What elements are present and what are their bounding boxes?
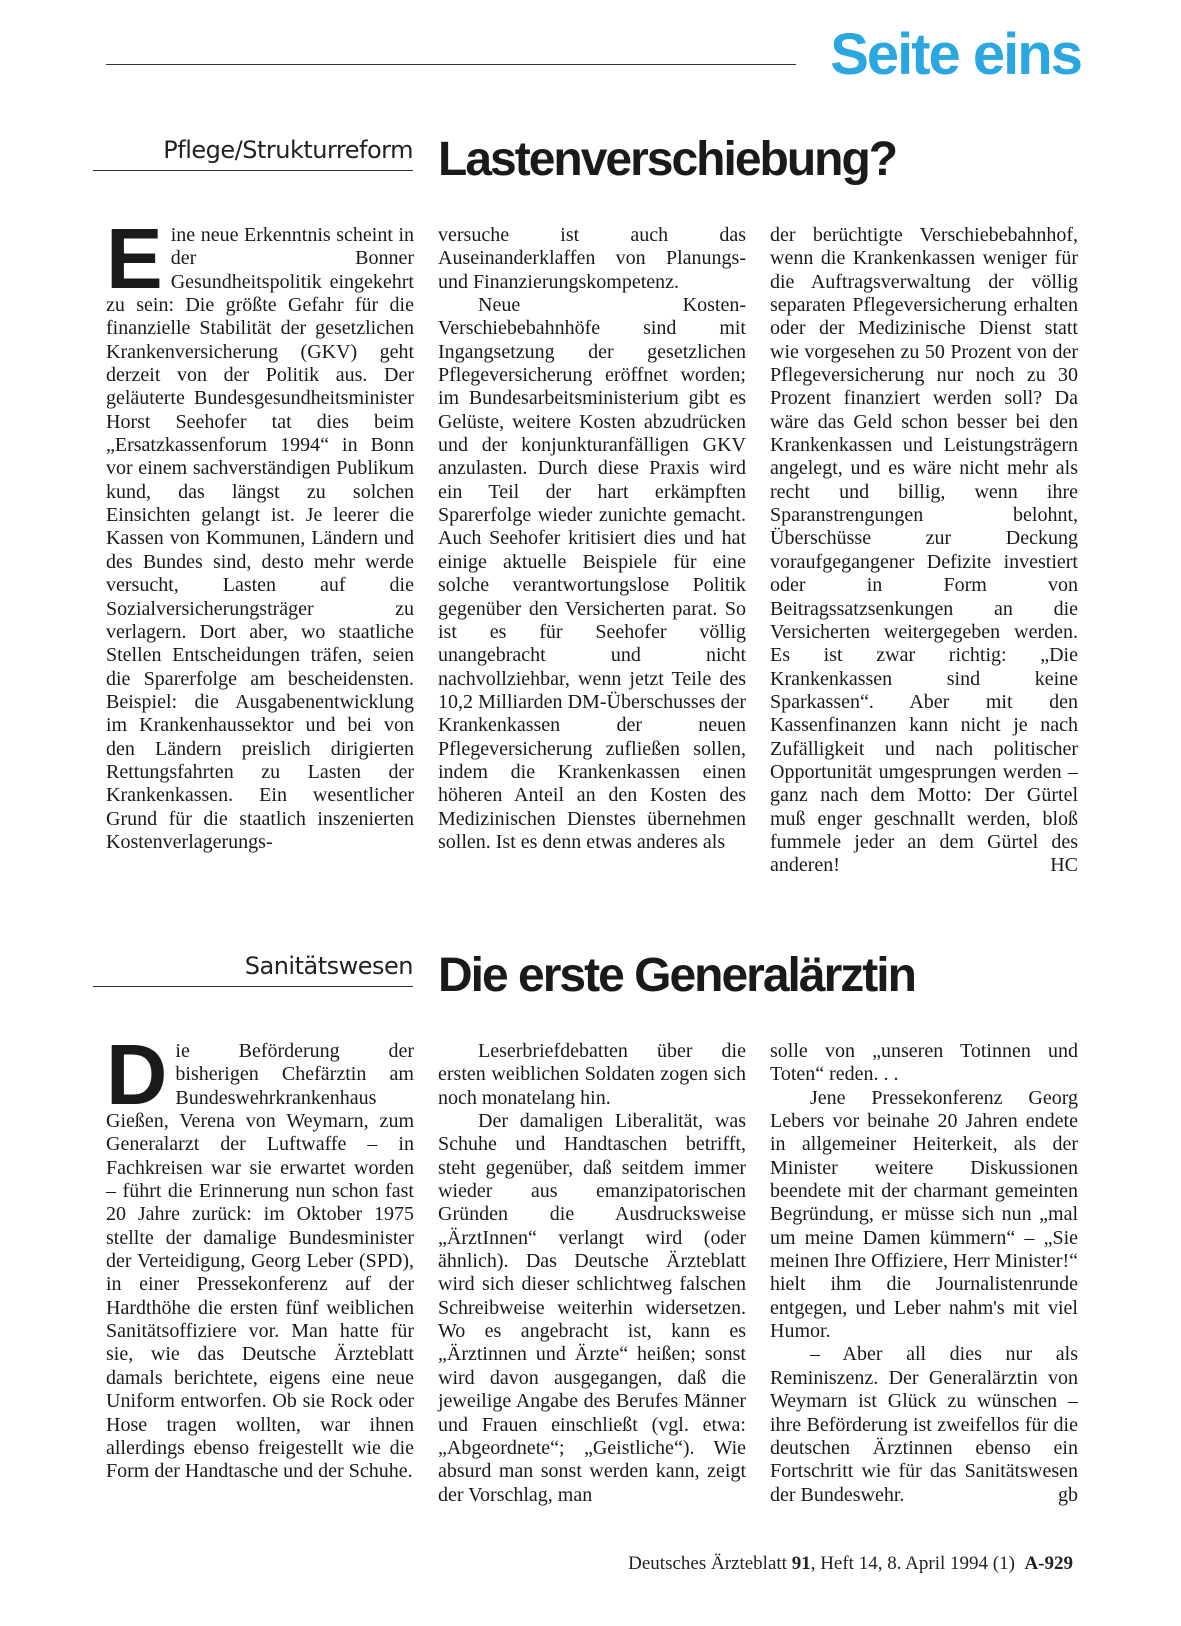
footer-issue: , Heft 14, 8. April 1994 (1) [810,1553,1015,1574]
footer-journal: Deutsches Ärzteblatt [628,1553,787,1574]
article1-col1-text: ine neue Erkenntnis scheint in der Bonner Gesundheitspolitik eingekehrt zu sein: Die größte Gefahr für die finanzielle Stabilität der gesetzlichen Krankenversicherung (GKV) geht derzeit von der Politik aus. Der geläuterte Bundesgesundheitsminister Horst Seehofer tat dies beim „Ersatzkassenforum 1994“ in Bonn vor einem sachverständigen Publikum kund, das längst zu solchen Einsichten gelangt ist. Je leerer die Kassen von Kommunen, Ländern und des Bundes sind, desto mehr werde versucht, Lasten auf die Sozialversicherungsträger zu verlagern. Dort aber, wo staatliche Stellen Entscheidungen träfen, seien die Sparerfolge am bescheidensten. Beispiel: die Ausgabenentwicklung im Krankenhaussektor und bei von den Ländern preislich dirigierten Rettungsfahrten zu Lasten der Krankenkassen. Ein wesentlicher Grund für die staatlich inszenierten Kostenverlagerungs- [106,224,414,853]
article2-col3-p2: Jene Pressekonferenz Georg Lebers vor beinahe 20 Jahren endete in allgemeiner Heiterkeit, als der Minister weitere Diskussionen beendete mit der charmant gemeinten Begründung, er müsse sich nun „mal um meine Damen kümmern“ – „Sie meinen Ihre Offiziere, Herr Minister!“ hielt ihm die Journalistenrunde entgegen, und Leber nahm's mit viel Humor. [770,1086,1078,1343]
article2-column-2 [438,1040,746,1507]
article2-col2-p1: Leserbriefdebatten über die ersten weiblichen Soldaten zogen sich noch monatelang hin. [438,1040,746,1109]
article2-column-3 [770,1040,1078,1507]
signature-hc: HC [1050,854,1078,877]
article1-col2-p2: Neue Kosten-Verschiebebahnhöfe sind mit Ingangsetzung der gesetzlichen Pflegeversicherung eröffnet worden; im Bundesarbeitsministerium gibt es Gelüste, weitere Kosten abzudrücken und der konjunkturanfälligen GKV anzulasten. Durch diese Praxis wird ein Teil der hart erkämpften Sparerfolge wieder zunichte gemacht. Auch Seehofer kritisiert dies und hat einige aktuelle Beispiele für eine solche verantwortungslose Politik gegenüber den Versicherten parat. So ist es für Seehofer völlig unangebracht und nicht nachvollziehbar, wenn jetzt Teile des 10,2 Milliarden DM-Überschusses der Krankenkassen der neuen Pflegeversicherung zufließen sollen, indem die Krankenkassen einen höheren Anteil an den Kosten des Medizinischen Dienstes übernehmen sollen. Ist es denn etwas anderes als [438,294,746,853]
article2-col3-p1: solle von „unseren Totinnen und Toten“ reden. . . [770,1040,1078,1086]
headline-die-erste-generalaerztin: Die erste Generalärztin [438,949,915,1002]
header-rule [106,64,796,65]
article1-col3-text: der berüchtigte Verschiebebahnhof, wenn die Krankenkassen weniger für die Auftragsverwaltung der völlig separaten Pflegeversicherung erhalten oder der Medizinische Dienst statt wie vorgesehen zu 50 Prozent von der Pflegeversicherung nur noch zu 30 Prozent finanziert werden soll? Da wäre das Geld schon besser bei den Krankenkassen und Leistungsträgern angelegt, und es wäre nicht mehr als recht und billig, wenn ihre Sparanstrengungen belohnt, Überschüsse zur Deckung voraufgegangener Defizite investiert oder in Form von Beitragssatzsenkungen an die Versicherten weitergegeben werden. Es ist zwar richtig: „Die Krankenkassen sind keine Sparkassen“. Aber mit den Kassenfinanzen kann nicht je nach Zufälligkeit und nach politischer Opportunität umgesprungen werden – ganz nach dem Motto: Der Gürtel muß enger geschnallt werden, bloß fummele jeder an dem Gürtel des anderen! [770,224,1078,877]
headline-lastenverschiebung: Lastenverschiebung? [438,133,897,186]
dropcap-d: D [106,1028,168,1123]
article1-column-2 [438,224,746,854]
page-title: Seite eins [830,22,1081,87]
footer-volume: 91 [791,1553,811,1574]
article2-col3-p3: – Aber all dies nur als Reminiszenz. Der Generalärztin von Weymarn ist Glück zu wünschen – ihre Beförderung ist zweifellos für die deutschen Ärztinnen ebenso ein Fortschritt wie für das Sanitätswesen der Bundeswehr. [770,1343,1078,1506]
dropcap-e: E [106,212,163,307]
article2-col1-text: ie Beförderung der bisherigen Chefärztin am Bundeswehrkrankenhaus Gießen, Verena von Weymarn, zum Generalarzt der Luftwaffe – in Fachkreisen war sie erwartet worden – führt die Erinnerung nun schon fast 20 Jahre zurück: im Oktober 1975 stellte der damalige Bundesminister der Verteidigung, Georg Leber (SPD), in einer Pressekonferenz auf der Hardthöhe die ersten fünf weiblichen Sanitätsoffiziere vor. Man hatte für sie, wie das Deutsche Ärzteblatt damals berichtete, eigens eine neue Uniform entworfen. Ob sie Rock oder Hose tragen wollten, war ihnen allerdings ebenso freigestellt wie die Form der Handtasche und der Schuhe. [106,1040,414,1483]
article1-col2-p1: versuche ist auch das Auseinanderklaffen von Planungs- und Finanzierungskompetenz. [438,224,746,293]
article1-column-1 [106,212,414,854]
page-footer [628,1553,1073,1575]
article1-column-3 [770,224,1078,878]
section-label-pflege: Pflege/Strukturreform [93,138,413,162]
section-label-sanitaetswesen: Sanitätswesen [93,954,413,978]
article2-col2-p2: Der damaligen Liberalität, was Schuhe und Handtaschen betrifft, steht gegenüber, daß seitdem immer wieder aus emanzipatorischen Gründen die Ausdrucksweise „ÄrztInnen“ verlangt wird (oder ähnlich). Das Deutsche Ärzteblatt wird sich dieser schlichtweg falschen Schreibweise weiterhin widersetzen. Wo es angebracht ist, kann es „Ärztinnen und Ärzte“ heißen; sonst wird davon ausgegangen, daß die jeweilige Angabe des Berufes Männer und Frauen einschließt (vgl. etwa: „Abgeordnete“; „Geistliche“). Wie absurd man sonst werden kann, zeigt der Vorschlag, man [438,1110,746,1506]
article2-column-1 [106,1028,414,1484]
signature-gb: gb [1058,1483,1078,1506]
footer-page-number: A-929 [1024,1553,1073,1574]
